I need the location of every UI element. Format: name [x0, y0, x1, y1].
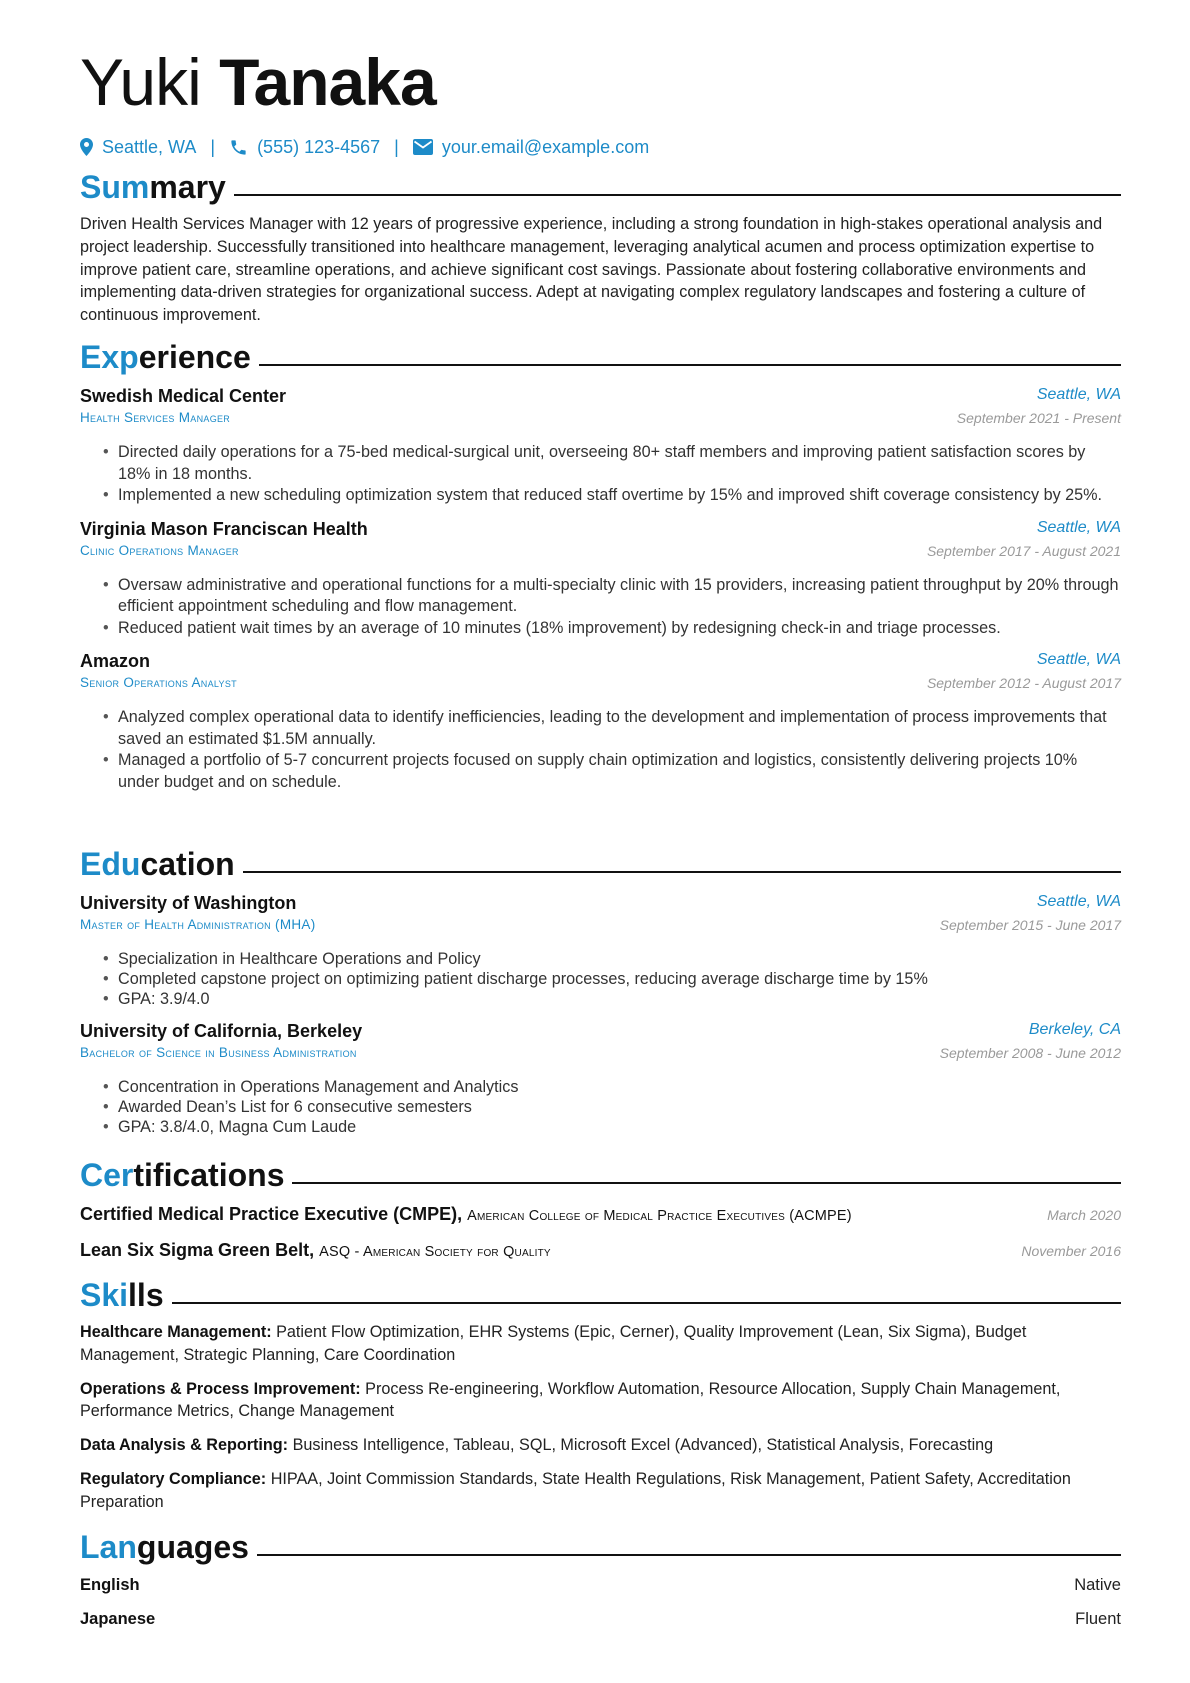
skill-category: Operations & Process Improvement: — [80, 1379, 361, 1398]
degree: Master of Health Administration (MHA) — [80, 917, 316, 932]
job-dates: September 2017 - August 2021 — [926, 542, 1121, 559]
list-item: • Oversaw administrative and operational functions for a multi-specialty clinic with 15 providers, increasing patient throughput by 20% through efficient appointment scheduling and flow management. — [80, 575, 1121, 618]
envelope-icon — [413, 139, 433, 155]
certification-issuer: American College of Medical Practice Executives (ACMPE) — [467, 1208, 852, 1224]
experience-entry — [80, 386, 1121, 507]
experience-header — [80, 336, 1121, 374]
section-title: Summary — [80, 169, 226, 205]
language-row — [80, 1576, 1121, 1610]
bullet-list — [80, 575, 1121, 640]
skill-row — [80, 1378, 1121, 1424]
skill-items: Business Intelligence, Tableau, SQL, Microsoft Excel (Advanced), Statistical Analysis, Forecasting — [292, 1436, 994, 1455]
certification-name: Certified Medical Practice Executive (CMPE), American College of Medical Practice Executives (ACMPE) — [80, 1204, 852, 1224]
certification-item — [80, 1204, 1121, 1240]
list-item: • Awarded Dean’s List for 6 consecutive semesters — [80, 1097, 1121, 1117]
section-title: Certifications — [80, 1157, 285, 1193]
skill-items: Process Re-engineering, Workflow Automation, Resource Allocation, Supply Chain Management, Performance Metrics, Change Management — [80, 1379, 1061, 1421]
contact-separator: | — [210, 136, 216, 157]
skill-row — [80, 1321, 1121, 1367]
section-title: Education — [80, 846, 235, 882]
bullet-list — [80, 442, 1121, 507]
skill-category: Healthcare Management: — [80, 1323, 272, 1341]
language-level: Native — [1074, 1576, 1121, 1594]
bullet-list — [80, 707, 1121, 793]
bullet-list — [80, 1077, 1121, 1137]
school-name: University of California, Berkeley — [80, 1021, 363, 1041]
summary-section — [80, 166, 1121, 327]
skill-items: HIPAA, Joint Commission Standards, State Health Regulations, Risk Management, Patient Safety, Accreditation Preparation — [80, 1469, 1071, 1511]
certifications-section — [80, 1154, 1121, 1276]
list-item: • Implemented a new scheduling optimization system that reduced staff overtime by 15% and improved shift coverage consistency by 25%. — [80, 485, 1121, 507]
bullet-list — [80, 949, 1121, 1009]
language-name: Japanese — [80, 1610, 156, 1628]
summary-header — [80, 166, 1121, 204]
experience-entry — [80, 519, 1121, 640]
section-rule — [292, 1182, 1121, 1184]
candidate-name — [80, 44, 436, 120]
phone-text: (555) 123-4567 — [257, 136, 381, 157]
section-rule — [172, 1302, 1121, 1304]
experience-section — [80, 336, 1121, 793]
skills-header — [80, 1274, 1121, 1312]
certification-issuer: ASQ - American Society for Quality — [319, 1244, 551, 1260]
section-rule — [259, 364, 1121, 366]
degree: Bachelor of Science in Business Administration — [80, 1045, 357, 1060]
employer-location: Seattle, WA — [1036, 518, 1121, 536]
education-section — [80, 843, 1121, 1137]
list-item: • Completed capstone project on optimizing patient discharge processes, reducing average discharge time by 15% — [80, 969, 1121, 989]
employer-name: Swedish Medical Center — [80, 386, 287, 406]
employer-location: Seattle, WA — [1036, 651, 1121, 668]
list-item: • Managed a portfolio of 5-7 concurrent projects focused on supply chain optimization and logistics, consistently delivering projects 10% under budget and on schedule. — [80, 750, 1121, 793]
contact-bar — [80, 134, 649, 160]
last-name: Tanaka — [219, 45, 436, 119]
skill-category: Regulatory Compliance: — [80, 1469, 267, 1488]
employer-location: Seattle, WA — [1036, 386, 1121, 403]
email-text: your.email@example.com — [441, 136, 650, 157]
contact-phone[interactable] — [229, 137, 380, 158]
map-pin-icon — [80, 138, 93, 156]
school-dates: September 2015 - June 2017 — [939, 917, 1121, 933]
phone-icon — [229, 138, 248, 157]
section-rule — [234, 194, 1121, 196]
skill-category: Data Analysis & Reporting: — [80, 1436, 289, 1455]
employer-name: Virginia Mason Franciscan Health — [80, 518, 368, 539]
school-name: University of Washington — [80, 893, 297, 913]
contact-location — [80, 137, 196, 158]
skill-row — [80, 1434, 1121, 1457]
summary-text: Driven Health Services Manager with 12 years of progressive experience, including a strong foundation in high-stakes operational analysis and project leadership. Successfully transitioned into healthcare management, leveraging analytical acumen and process optimization expertise to improve patient care, streamline operations, and achieve significant cost savings. Passionate about fostering collaborative environments and implementing data-driven strategies for organizational success. Adept at navigating complex regulatory landscapes and fostering a culture of continuous improvement. — [80, 215, 1103, 325]
list-item: • Directed daily operations for a 75-bed medical-surgical unit, overseeing 80+ staff members and improving patient satisfaction scores by 18% in 18 months. — [80, 442, 1121, 485]
skill-items: Patient Flow Optimization, EHR Systems (Epic, Cerner), Quality Improvement (Lean, Six Sigma), Budget Management, Strategic Planning, Care Coordination — [80, 1323, 1027, 1364]
job-title: Senior Operations Analyst — [80, 675, 237, 690]
job-dates: September 2021 - Present — [956, 410, 1121, 426]
list-item: • Reduced patient wait times by an average of 10 minutes (18% improvement) by redesigning check-in and triage processes. — [80, 618, 1121, 640]
certification-date: November 2016 — [1021, 1243, 1121, 1259]
first-name: Yuki — [80, 45, 201, 119]
certification-date: March 2020 — [1047, 1207, 1121, 1223]
section-title: Skills — [80, 1277, 164, 1313]
skills-section — [80, 1274, 1121, 1525]
education-entry — [80, 1021, 1121, 1137]
education-entry — [80, 893, 1121, 1009]
language-level: Fluent — [1075, 1610, 1121, 1628]
school-dates: September 2008 - June 2012 — [939, 1045, 1121, 1061]
job-title: Clinic Operations Manager — [80, 542, 239, 558]
list-item: • Specialization in Healthcare Operations and Policy — [80, 949, 1121, 969]
education-header — [80, 843, 1121, 881]
certifications-header — [80, 1154, 1121, 1192]
job-dates: September 2012 - August 2017 — [926, 675, 1121, 691]
list-item: • Concentration in Operations Management and Analytics — [80, 1077, 1121, 1097]
employer-name: Amazon — [80, 651, 151, 671]
languages-section — [80, 1526, 1121, 1644]
location-text: Seattle, WA — [102, 136, 197, 157]
contact-email[interactable] — [413, 137, 649, 158]
certification-item — [80, 1240, 1121, 1276]
experience-entry — [80, 651, 1121, 793]
skill-row — [80, 1468, 1121, 1514]
language-row — [80, 1610, 1121, 1644]
section-title: Languages — [80, 1529, 249, 1565]
section-rule — [243, 871, 1121, 873]
section-rule — [257, 1554, 1121, 1556]
school-location: Berkeley, CA — [1028, 1021, 1121, 1038]
contact-separator: | — [394, 136, 399, 157]
job-title: Health Services Manager — [80, 410, 231, 425]
section-title: Experience — [80, 339, 251, 375]
certification-name: Lean Six Sigma Green Belt, ASQ - American Society for Quality — [80, 1240, 551, 1260]
school-location: Seattle, WA — [1036, 893, 1121, 910]
list-item: • GPA: 3.8/4.0, Magna Cum Laude — [80, 1117, 1121, 1137]
list-item: • GPA: 3.9/4.0 — [80, 989, 1121, 1009]
language-name: English — [80, 1576, 140, 1594]
list-item: • Analyzed complex operational data to identify inefficiencies, leading to the development and implementation of process improvements that saved an estimated $1.5M annually. — [80, 707, 1121, 750]
languages-header — [80, 1526, 1121, 1564]
